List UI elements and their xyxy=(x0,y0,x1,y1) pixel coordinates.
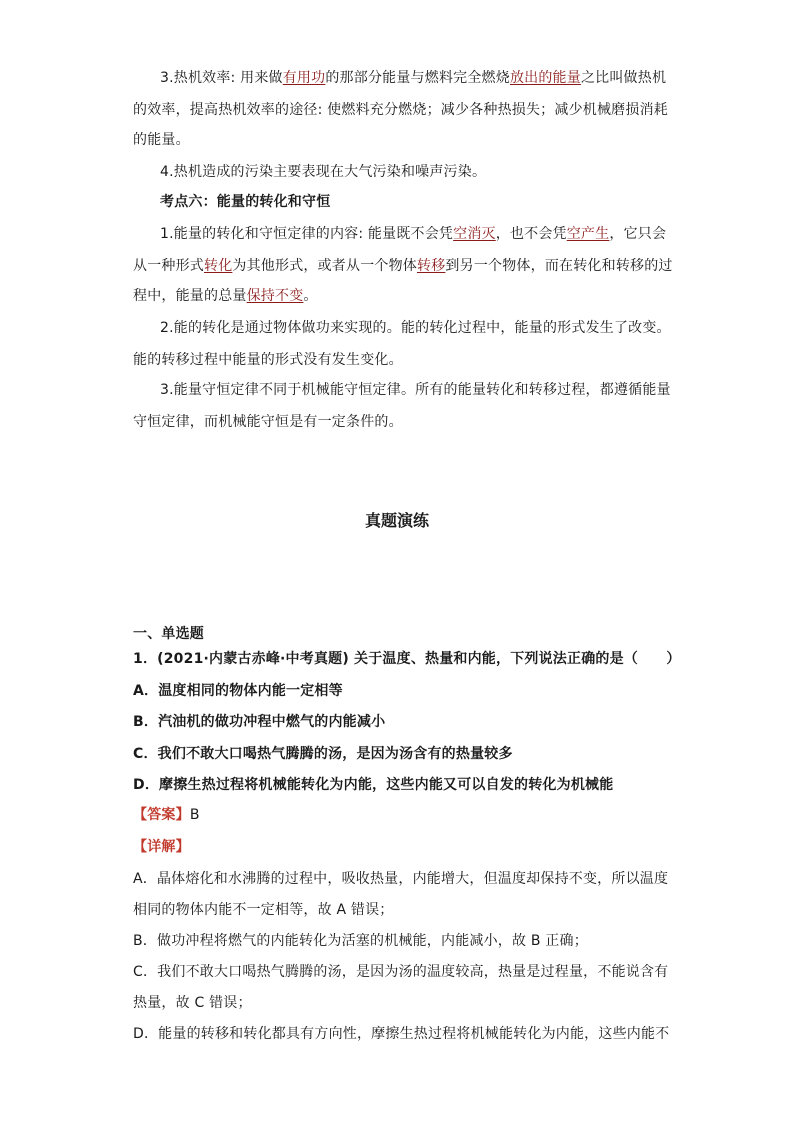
efficiency-line-3: 的能量。 xyxy=(133,132,190,148)
conservation-line-1 xyxy=(160,224,666,244)
text: 1.能量的转化和守恒定律的内容: 能量既不会凭 xyxy=(160,226,454,242)
underlined-term: 放出的能量 xyxy=(509,70,581,86)
text: 为其他形式，或者从一个物体 xyxy=(232,258,418,274)
text: ，它只会 xyxy=(609,226,667,242)
option-d: D．摩擦生热过程将机械能转化为内能，这些内能又可以自发的转化为机械能 xyxy=(133,777,614,793)
detail-line: D．能量的转移和转化都具有方向性，摩擦生热过程将机械能转化为内能，这些内能不 xyxy=(133,1026,670,1042)
option-a: A．温度相同的物体内能一定相等 xyxy=(133,683,343,699)
underlined-term: 空产生 xyxy=(566,226,610,242)
law-line-1: 3.能量守恒定律不同于机械能守恒定律。所有的能量转化和转移过程，都遵循能量 xyxy=(160,382,671,398)
underlined-term: 保持不变 xyxy=(246,288,304,304)
text: 从一种形式 xyxy=(133,258,204,274)
text: 程中，能量的总量 xyxy=(133,288,247,304)
question-stem: 1．(2021·内蒙古赤峰·中考真题) 关于温度、热量和内能，下列说法正确的是（ ） xyxy=(133,651,681,667)
text: 到另一个物体，而在转化和转移的过 xyxy=(445,258,673,274)
text: ，也不会凭 xyxy=(495,226,567,242)
answer-value: B xyxy=(189,807,200,823)
detail-label xyxy=(133,837,190,857)
text: 的那部分能量与燃料完全燃烧 xyxy=(325,70,510,86)
efficiency-line-1 xyxy=(160,68,666,88)
section-heading: 一、单选题 xyxy=(133,626,204,642)
conservation-line-2 xyxy=(133,256,673,276)
detail-line: 热量，故 C 错误； xyxy=(133,995,252,1011)
kaodian-heading: 考点六：能量的转化和守恒 xyxy=(160,194,331,210)
detail-label-text: 【详解】 xyxy=(133,839,190,855)
answer-line xyxy=(133,805,200,825)
text: 。 xyxy=(303,288,318,304)
efficiency-line-2: 的效率，提高热机效率的途径: 使燃料充分燃烧；减少各种热损失；减少机械磨损消耗 xyxy=(133,102,668,118)
transformation-line-1: 2.能的转化是通过物体做功来实现的。能的转化过程中，能量的形式发生了改变。 xyxy=(160,320,671,336)
pollution-line: 4.热机造成的污染主要表现在大气污染和噪声污染。 xyxy=(160,164,487,180)
underlined-term: 转移 xyxy=(417,258,446,274)
detail-line: 相同的物体内能不一定相等，故 A 错误； xyxy=(133,902,394,918)
practice-title: 真题演练 xyxy=(364,511,429,530)
conservation-line-3 xyxy=(133,286,318,306)
option-c: C．我们不敢大口喝热气腾腾的汤，是因为汤含有的热量较多 xyxy=(133,746,513,762)
detail-line: B．做功冲程将燃气的内能转化为活塞的机械能，内能减小，故 B 正确； xyxy=(133,933,588,949)
law-line-2: 守恒定律，而机械能守恒是有一定条件的。 xyxy=(133,414,403,430)
text: 3.热机效率: 用来做 xyxy=(160,70,283,86)
detail-line: A．晶体熔化和水沸腾的过程中，吸收热量，内能增大，但温度却保持不变，所以温度 xyxy=(133,871,669,887)
underlined-term: 空消灭 xyxy=(453,226,496,242)
underlined-term: 转化 xyxy=(204,258,233,274)
detail-line: C．我们不敢大口喝热气腾腾的汤，是因为汤的温度较高，热量是过程量，不能说含有 xyxy=(133,964,669,980)
underlined-term: 有用功 xyxy=(282,70,326,86)
option-b: B．汽油机的做功冲程中燃气的内能减小 xyxy=(133,714,386,730)
answer-label: 【答案】 xyxy=(133,807,190,823)
text: 之比叫做热机 xyxy=(580,70,667,86)
transformation-line-2: 能的转移过程中能量的形式没有发生变化。 xyxy=(133,352,403,368)
